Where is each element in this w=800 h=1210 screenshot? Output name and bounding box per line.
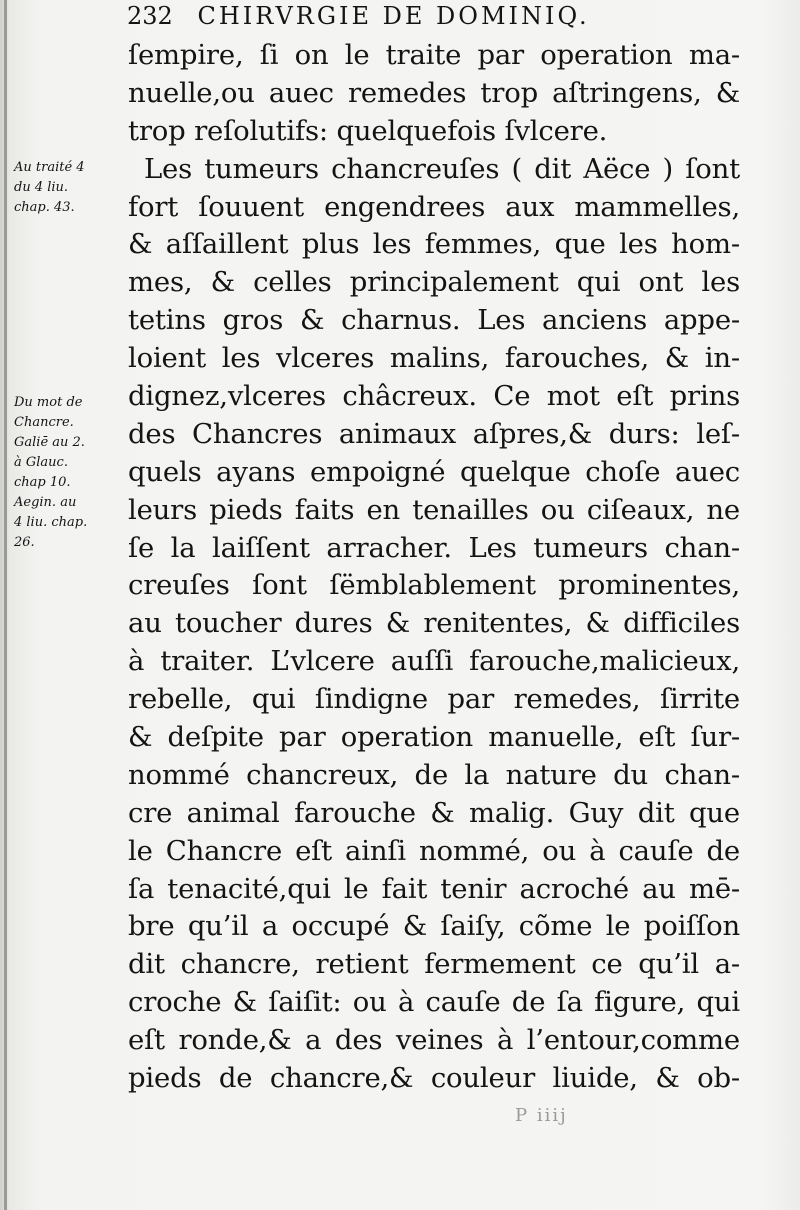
margin-note-line: Au traité 4 [14,160,85,175]
margin-note-line: à Glauc. [14,455,68,470]
signature-mark: P iiij [515,1105,568,1126]
text-line: eſt ronde,& a des veines à l’entour,comme [128,1024,740,1057]
text-line: à traiter. L’vlcere auſſi farouche,malicieux, [128,645,740,678]
binding-gutter [4,0,7,1210]
text-line: dit chancre, retient fermement ce qu’il a- [128,948,740,981]
text-line: tetins gros & charnus. Les anciens appe- [128,304,740,337]
text-line: pieds de chancre,& couleur liuide, & ob- [128,1062,740,1095]
running-header [127,2,727,36]
margin-note-line: Aegin. au [14,495,77,510]
margin-note-line: chap 10. [14,475,71,490]
text-line: loient les vlceres malins, farouches, & in- [128,342,740,375]
margin-note-line: 4 liu. chap. [14,515,88,530]
text-line: au toucher dures & renitentes, & difficiles [128,607,740,640]
text-line: quels ayans empoigné quelque choſe auec [128,455,740,488]
text-line: trop reſolutifs: quelquefois ſvlcere. [128,114,608,147]
margin-note-line: Du mot de [14,395,83,410]
text-line: dignez,vlceres châcreux. Ce mot eſt prins [128,380,740,413]
margin-note-line: 26. [14,535,35,550]
text-line: fort ſouuent engendrees aux mammelles, [128,190,740,223]
text-line: le Chancre eſt ainſi nommé, ou à cauſe de [128,834,740,867]
margin-note-line: Galiē au 2. [14,435,85,450]
text-line: mes, & celles principalement qui ont les [128,266,740,299]
text-line: leurs pieds faits en tenailles ou ciſeaux, ne [128,493,740,526]
page-number: 232 [127,2,173,30]
text-line: Les tumeurs chancreuſes ( dit Aëce ) ſont [144,152,740,185]
margin-note-line: chap. 43. [14,200,75,215]
text-line: ſa tenacité,qui le fait tenir acroché au mē- [128,872,740,905]
margin-note-aece [14,158,126,218]
running-title: CHIRVRGIE DE DOMINIQ. [197,2,590,30]
text-line: nuelle,ou auec remedes trop aſtringens, & [128,76,740,109]
text-line: & aſſaillent plus les femmes, que les hom- [128,228,740,261]
text-line: ſe la laiſſent arracher. Les tumeurs chan- [128,531,740,564]
text-line: croche & ſaiſit: ou à cauſe de ſa figure, qui [128,986,740,1019]
text-line: ſempire, ſi on le traite par operation ma- [128,39,740,71]
text-line: bre qu’il a occupé & ſaiſy, cõme le poiſſon [128,910,740,943]
margin-note-line: Chancre. [14,415,74,430]
margin-note-line: du 4 liu. [14,180,69,195]
margin-note-chancre [14,393,126,553]
text-line: creuſes ſont ſëmblablement prominentes, [128,569,740,602]
text-line: nommé chancreux, de la nature du chan- [128,758,740,791]
text-line: des Chancres animaux aſpres,& durs: leſ- [128,417,740,450]
text-line: & deſpite par operation manuelle, eſt ſur- [128,721,740,754]
text-line: rebelle, qui ſindigne par remedes, ſirrite [128,683,740,716]
text-line: cre animal farouche & malig. Guy dit que [128,796,740,829]
body-text [128,37,740,1098]
